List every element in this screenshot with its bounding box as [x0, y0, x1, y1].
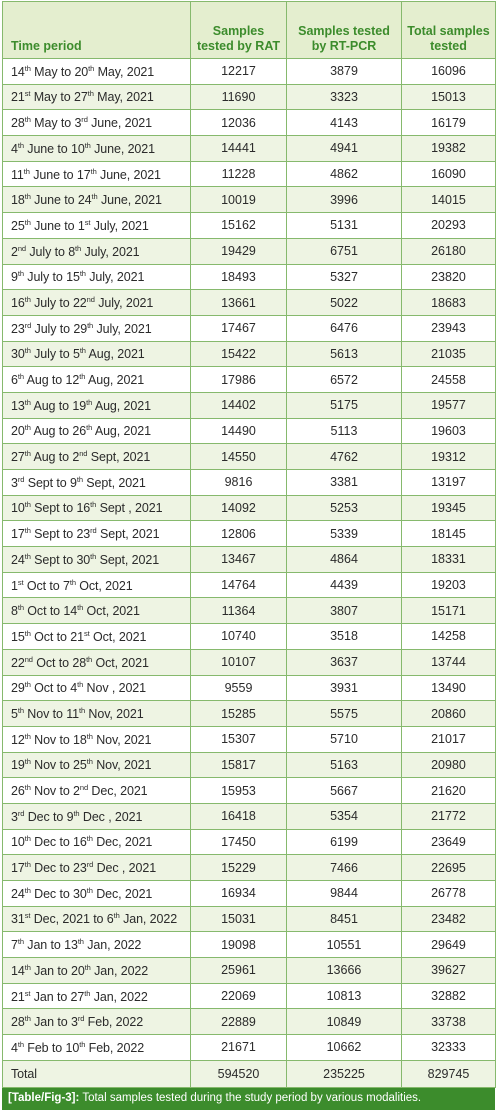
period-cell: 17th Sept to 23rd Sept, 2021: [3, 521, 191, 547]
period-cell: 24th Sept to 30th Sept, 2021: [3, 547, 191, 573]
total-rt-pcr-cell: 235225: [287, 1060, 402, 1087]
rat-cell: 11228: [191, 161, 287, 187]
table-row: [3, 752, 496, 778]
rat-cell: 25961: [191, 958, 287, 984]
ordinal-suffix: th: [84, 988, 91, 998]
ordinal-suffix: th: [17, 705, 24, 715]
rt-pcr-cell: 4143: [287, 110, 402, 136]
ordinal-suffix: st: [84, 217, 91, 227]
rt-pcr-cell: 5175: [287, 392, 402, 418]
table-row: [3, 59, 496, 85]
header-row: [3, 2, 496, 59]
total-cell: 26180: [402, 238, 496, 264]
period-cell: 13th Aug to 19th Aug, 2021: [3, 392, 191, 418]
ordinal-suffix: th: [86, 423, 93, 433]
caption-label: [Table/Fig-3]:: [8, 1091, 80, 1104]
period-cell: 10th Sept to 16th Sept , 2021: [3, 495, 191, 521]
header-total: Total samples tested: [402, 2, 496, 59]
total-cell: 29649: [402, 932, 496, 958]
rat-cell: 15307: [191, 726, 287, 752]
total-cell: 22695: [402, 855, 496, 881]
table-header: [3, 2, 496, 59]
ordinal-suffix: st: [17, 577, 24, 587]
rat-cell: 14092: [191, 495, 287, 521]
ordinal-suffix: th: [24, 783, 31, 793]
rt-pcr-cell: 5575: [287, 701, 402, 727]
ordinal-suffix: th: [24, 731, 31, 741]
rt-pcr-cell: 5710: [287, 726, 402, 752]
period-cell: 21st Jan to 27th Jan, 2022: [3, 983, 191, 1009]
total-cell: 19382: [402, 136, 496, 162]
period-cell: 4th Feb to 10th Feb, 2022: [3, 1035, 191, 1061]
period-cell: 30th July to 5th Aug, 2021: [3, 341, 191, 367]
table-row: [3, 649, 496, 675]
table-row: [3, 264, 496, 290]
rat-cell: 19429: [191, 238, 287, 264]
table-row: [3, 470, 496, 496]
rat-cell: 22889: [191, 1009, 287, 1035]
table-row: [3, 803, 496, 829]
ordinal-suffix: nd: [86, 294, 95, 304]
ordinal-suffix: th: [24, 423, 31, 433]
ordinal-suffix: nd: [17, 243, 27, 253]
rt-pcr-cell: 13666: [287, 958, 402, 984]
rt-pcr-cell: 3807: [287, 598, 402, 624]
ordinal-suffix: th: [90, 166, 97, 176]
rat-cell: 11364: [191, 598, 287, 624]
total-cell: 23820: [402, 264, 496, 290]
ordinal-suffix: th: [17, 937, 24, 947]
total-cell: 21035: [402, 341, 496, 367]
table-row: [3, 881, 496, 907]
ordinal-suffix: th: [24, 1014, 31, 1024]
table-row: [3, 624, 496, 650]
rt-pcr-cell: 7466: [287, 855, 402, 881]
rat-cell: 15031: [191, 906, 287, 932]
table-row: [3, 392, 496, 418]
period-cell: 25th June to 1st July, 2021: [3, 213, 191, 239]
total-cell: 24558: [402, 367, 496, 393]
ordinal-suffix: th: [86, 731, 93, 741]
rat-cell: 14441: [191, 136, 287, 162]
table-row: [3, 1009, 496, 1035]
rat-cell: 18493: [191, 264, 287, 290]
ordinal-suffix: rd: [81, 115, 88, 125]
ordinal-suffix: th: [88, 63, 95, 73]
ordinal-suffix: rd: [86, 860, 94, 870]
total-cell: 18683: [402, 290, 496, 316]
period-cell: 14th May to 20th May, 2021: [3, 59, 191, 85]
period-cell: 12th Nov to 18th Nov, 2021: [3, 726, 191, 752]
table-row: [3, 675, 496, 701]
ordinal-suffix: th: [69, 577, 76, 587]
ordinal-suffix: rd: [24, 320, 32, 330]
table-row: [3, 829, 496, 855]
rt-pcr-cell: 8451: [287, 906, 402, 932]
total-cell: 18145: [402, 521, 496, 547]
rt-pcr-cell: 5327: [287, 264, 402, 290]
ordinal-suffix: th: [79, 1039, 86, 1049]
period-cell: 5th Nov to 11th Nov, 2021: [3, 701, 191, 727]
rt-pcr-cell: 5253: [287, 495, 402, 521]
ordinal-suffix: th: [24, 628, 31, 638]
table-row: [3, 136, 496, 162]
total-rat-cell: 594520: [191, 1060, 287, 1087]
ordinal-suffix: th: [86, 834, 93, 844]
table-row: [3, 367, 496, 393]
rat-cell: 13467: [191, 547, 287, 573]
rat-cell: 21671: [191, 1035, 287, 1061]
ordinal-suffix: th: [86, 654, 93, 664]
ordinal-suffix: th: [84, 962, 91, 972]
ordinal-suffix: th: [86, 885, 93, 895]
table-row: [3, 110, 496, 136]
table-body: [3, 59, 496, 1088]
rat-cell: 14490: [191, 418, 287, 444]
rat-cell: 12806: [191, 521, 287, 547]
table-row: [3, 84, 496, 110]
total-cell: 20860: [402, 701, 496, 727]
period-cell: 8th Oct to 14th Oct, 2021: [3, 598, 191, 624]
rt-pcr-cell: 6199: [287, 829, 402, 855]
total-cell: 13744: [402, 649, 496, 675]
rt-pcr-cell: 5022: [287, 290, 402, 316]
table-row: [3, 315, 496, 341]
rt-pcr-cell: 3518: [287, 624, 402, 650]
table-row: [3, 521, 496, 547]
table-row: [3, 187, 496, 213]
table-row: [3, 547, 496, 573]
table-row: [3, 906, 496, 932]
ordinal-suffix: th: [17, 372, 24, 382]
ordinal-suffix: st: [24, 89, 31, 99]
ordinal-suffix: th: [24, 834, 31, 844]
table-row: [3, 418, 496, 444]
header-time-period: Time period: [3, 2, 191, 59]
total-cell: 19203: [402, 572, 496, 598]
table-row: [3, 341, 496, 367]
rt-pcr-cell: 9844: [287, 881, 402, 907]
ordinal-suffix: th: [77, 603, 84, 613]
table-row: [3, 958, 496, 984]
ordinal-suffix: st: [83, 628, 90, 638]
table-row: [3, 444, 496, 470]
period-cell: 9th July to 15th July, 2021: [3, 264, 191, 290]
period-cell: 19th Nov to 25th Nov, 2021: [3, 752, 191, 778]
rat-cell: 12217: [191, 59, 287, 85]
table-row: [3, 213, 496, 239]
ordinal-suffix: th: [24, 962, 31, 972]
ordinal-suffix: th: [24, 63, 31, 73]
total-cell: 13197: [402, 470, 496, 496]
rat-cell: 10740: [191, 624, 287, 650]
ordinal-suffix: th: [76, 474, 83, 484]
rt-pcr-cell: 10813: [287, 983, 402, 1009]
table-row: [3, 778, 496, 804]
ordinal-suffix: th: [84, 140, 91, 150]
rat-cell: 15953: [191, 778, 287, 804]
ordinal-suffix: st: [24, 988, 31, 998]
ordinal-suffix: th: [24, 500, 31, 510]
total-total-cell: 829745: [402, 1060, 496, 1087]
ordinal-suffix: th: [24, 294, 31, 304]
ordinal-suffix: th: [17, 1039, 24, 1049]
ordinal-suffix: rd: [17, 474, 25, 484]
rat-cell: 17986: [191, 367, 287, 393]
ordinal-suffix: th: [87, 89, 94, 99]
header-rt-pcr: Samples tested by RT-PCR: [287, 2, 402, 59]
rt-pcr-cell: 5131: [287, 213, 402, 239]
table-row: [3, 983, 496, 1009]
ordinal-suffix: th: [24, 449, 31, 459]
ordinal-suffix: rd: [90, 526, 97, 536]
period-cell: 31st Dec, 2021 to 6th Jan, 2022: [3, 906, 191, 932]
table-row: [3, 1035, 496, 1061]
ordinal-suffix: th: [91, 192, 98, 202]
ordinal-suffix: nd: [24, 654, 33, 664]
ordinal-suffix: th: [87, 320, 94, 330]
total-row: [3, 1060, 496, 1087]
rat-cell: 11690: [191, 84, 287, 110]
rat-cell: 13661: [191, 290, 287, 316]
ordinal-suffix: th: [17, 269, 24, 279]
rt-pcr-cell: 4864: [287, 547, 402, 573]
total-cell: 26778: [402, 881, 496, 907]
ordinal-suffix: th: [113, 911, 120, 921]
table-row: [3, 495, 496, 521]
ordinal-suffix: th: [77, 680, 84, 690]
period-cell: 4th June to 10th June, 2021: [3, 136, 191, 162]
total-cell: 21772: [402, 803, 496, 829]
period-cell: 10th Dec to 16th Dec, 2021: [3, 829, 191, 855]
ordinal-suffix: rd: [17, 808, 25, 818]
rat-cell: 19098: [191, 932, 287, 958]
ordinal-suffix: th: [86, 397, 93, 407]
period-cell: 16th July to 22nd July, 2021: [3, 290, 191, 316]
ordinal-suffix: th: [24, 397, 31, 407]
ordinal-suffix: nd: [79, 783, 89, 793]
ordinal-suffix: th: [24, 860, 31, 870]
total-cell: 33738: [402, 1009, 496, 1035]
table-row: [3, 726, 496, 752]
rat-cell: 22069: [191, 983, 287, 1009]
rt-pcr-cell: 4941: [287, 136, 402, 162]
table-row: [3, 161, 496, 187]
ordinal-suffix: th: [24, 757, 31, 767]
ordinal-suffix: th: [77, 937, 84, 947]
rat-cell: 15817: [191, 752, 287, 778]
period-cell: 26th Nov to 2nd Dec, 2021: [3, 778, 191, 804]
rt-pcr-cell: 3996: [287, 187, 402, 213]
period-cell: 23rd July to 29th July, 2021: [3, 315, 191, 341]
total-cell: 16096: [402, 59, 496, 85]
total-cell: 20293: [402, 213, 496, 239]
ordinal-suffix: th: [90, 551, 97, 561]
period-cell: 2nd July to 8th July, 2021: [3, 238, 191, 264]
total-cell: 39627: [402, 958, 496, 984]
rt-pcr-cell: 5354: [287, 803, 402, 829]
total-cell: 19345: [402, 495, 496, 521]
period-cell: 29th Oct to 4th Nov , 2021: [3, 675, 191, 701]
rat-cell: 15162: [191, 213, 287, 239]
ordinal-suffix: th: [79, 269, 86, 279]
rat-cell: 16418: [191, 803, 287, 829]
rat-cell: 17467: [191, 315, 287, 341]
total-cell: 23482: [402, 906, 496, 932]
period-cell: 3rd Dec to 9th Dec , 2021: [3, 803, 191, 829]
period-cell: 24th Dec to 30th Dec, 2021: [3, 881, 191, 907]
ordinal-suffix: th: [79, 346, 86, 356]
total-cell: 21017: [402, 726, 496, 752]
rt-pcr-cell: 5667: [287, 778, 402, 804]
rat-cell: 17450: [191, 829, 287, 855]
total-cell: 23943: [402, 315, 496, 341]
table-row: [3, 238, 496, 264]
period-cell: 7th Jan to 13th Jan, 2022: [3, 932, 191, 958]
rt-pcr-cell: 5113: [287, 418, 402, 444]
ordinal-suffix: th: [86, 757, 93, 767]
rt-pcr-cell: 10662: [287, 1035, 402, 1061]
period-cell: 20th Aug to 26th Aug, 2021: [3, 418, 191, 444]
period-cell: 27th Aug to 2nd Sept, 2021: [3, 444, 191, 470]
ordinal-suffix: th: [24, 115, 31, 125]
rat-cell: 9559: [191, 675, 287, 701]
period-cell: 3rd Sept to 9th Sept, 2021: [3, 470, 191, 496]
total-cell: 19312: [402, 444, 496, 470]
period-cell: 1st Oct to 7th Oct, 2021: [3, 572, 191, 598]
rt-pcr-cell: 5613: [287, 341, 402, 367]
rat-cell: 16934: [191, 881, 287, 907]
rt-pcr-cell: 4862: [287, 161, 402, 187]
rat-cell: 15285: [191, 701, 287, 727]
period-cell: 14th Jan to 20th Jan, 2022: [3, 958, 191, 984]
total-cell: 32882: [402, 983, 496, 1009]
period-cell: 18th June to 24th June, 2021: [3, 187, 191, 213]
ordinal-suffix: th: [24, 346, 31, 356]
rt-pcr-cell: 6476: [287, 315, 402, 341]
period-cell: 21st May to 27th May, 2021: [3, 84, 191, 110]
table-row: [3, 290, 496, 316]
rt-pcr-cell: 4762: [287, 444, 402, 470]
total-cell: 13490: [402, 675, 496, 701]
rat-cell: 15229: [191, 855, 287, 881]
ordinal-suffix: th: [24, 526, 31, 536]
ordinal-suffix: th: [23, 166, 30, 176]
rt-pcr-cell: 5339: [287, 521, 402, 547]
period-cell: 28th May to 3rd June, 2021: [3, 110, 191, 136]
rt-pcr-cell: 4439: [287, 572, 402, 598]
rat-cell: 14402: [191, 392, 287, 418]
rat-cell: 10107: [191, 649, 287, 675]
ordinal-suffix: th: [24, 217, 31, 227]
ordinal-suffix: th: [24, 551, 31, 561]
ordinal-suffix: th: [24, 192, 31, 202]
total-cell: 18331: [402, 547, 496, 573]
table-row: [3, 932, 496, 958]
rt-pcr-cell: 5163: [287, 752, 402, 778]
rt-pcr-cell: 6572: [287, 367, 402, 393]
period-cell: 11th June to 17th June, 2021: [3, 161, 191, 187]
table-row: [3, 598, 496, 624]
ordinal-suffix: st: [24, 911, 31, 921]
total-cell: 15013: [402, 84, 496, 110]
period-cell: 6th Aug to 12th Aug, 2021: [3, 367, 191, 393]
ordinal-suffix: th: [90, 500, 97, 510]
total-cell: 16179: [402, 110, 496, 136]
ordinal-suffix: th: [79, 372, 86, 382]
rt-pcr-cell: 3637: [287, 649, 402, 675]
total-label: Total: [3, 1060, 191, 1087]
rt-pcr-cell: 3931: [287, 675, 402, 701]
total-cell: 20980: [402, 752, 496, 778]
table-row: [3, 855, 496, 881]
samples-table: [2, 1, 496, 1088]
total-cell: 21620: [402, 778, 496, 804]
period-cell: 15th Oct to 21st Oct, 2021: [3, 624, 191, 650]
rat-cell: 10019: [191, 187, 287, 213]
rat-cell: 9816: [191, 470, 287, 496]
total-cell: 19603: [402, 418, 496, 444]
rt-pcr-cell: 3381: [287, 470, 402, 496]
total-cell: 16090: [402, 161, 496, 187]
period-cell: 22nd Oct to 28th Oct, 2021: [3, 649, 191, 675]
period-cell: 28th Jan to 3rd Feb, 2022: [3, 1009, 191, 1035]
ordinal-suffix: th: [24, 680, 31, 690]
ordinal-suffix: th: [17, 140, 24, 150]
total-cell: 15171: [402, 598, 496, 624]
rt-pcr-cell: 3879: [287, 59, 402, 85]
table-row: [3, 572, 496, 598]
period-cell: 17th Dec to 23rd Dec , 2021: [3, 855, 191, 881]
rat-cell: 14764: [191, 572, 287, 598]
rt-pcr-cell: 10849: [287, 1009, 402, 1035]
header-rat: Samples tested by RAT: [191, 2, 287, 59]
rt-pcr-cell: 6751: [287, 238, 402, 264]
total-cell: 23649: [402, 829, 496, 855]
caption-text: Total samples tested during the study period by various modalities.: [79, 1091, 422, 1104]
rat-cell: 14550: [191, 444, 287, 470]
rt-pcr-cell: 10551: [287, 932, 402, 958]
ordinal-suffix: th: [75, 243, 82, 253]
ordinal-suffix: th: [17, 603, 24, 613]
table-row: [3, 701, 496, 727]
ordinal-suffix: th: [24, 885, 31, 895]
table-caption: [2, 1088, 495, 1110]
rt-pcr-cell: 3323: [287, 84, 402, 110]
total-cell: 19577: [402, 392, 496, 418]
ordinal-suffix: rd: [77, 1014, 85, 1024]
ordinal-suffix: nd: [79, 449, 88, 459]
ordinal-suffix: th: [73, 808, 80, 818]
total-cell: 14258: [402, 624, 496, 650]
total-cell: 14015: [402, 187, 496, 213]
rat-cell: 15422: [191, 341, 287, 367]
ordinal-suffix: th: [78, 705, 86, 715]
rat-cell: 12036: [191, 110, 287, 136]
total-cell: 32333: [402, 1035, 496, 1061]
